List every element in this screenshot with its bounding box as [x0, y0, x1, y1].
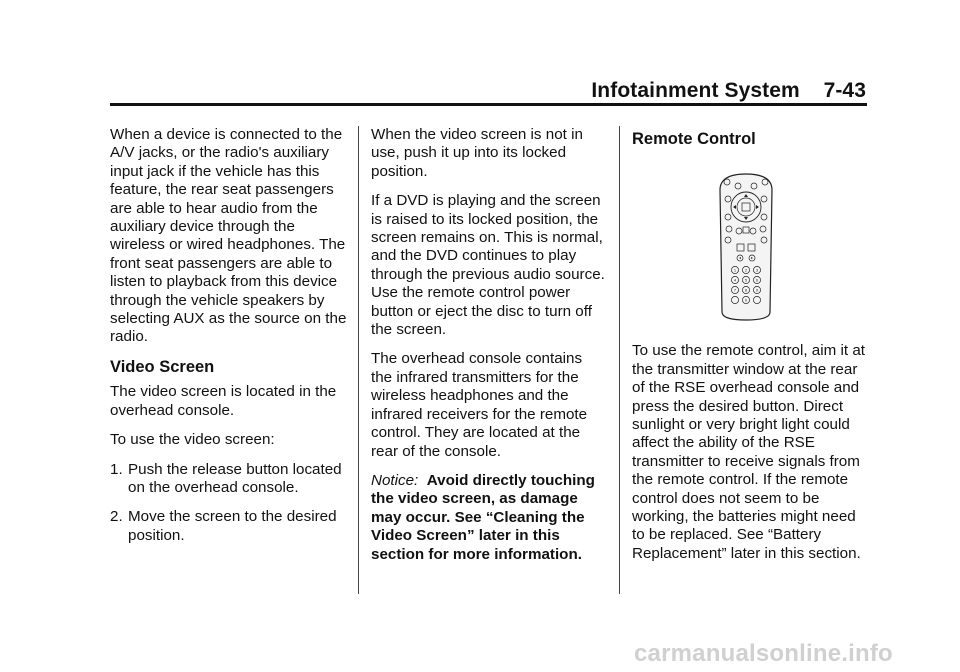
- step-text: Move the screen to the desired position.: [128, 508, 337, 544]
- locked-position-paragraph: When the video screen is not in use, push it up into its locked position.: [371, 126, 583, 180]
- step-2: [110, 508, 348, 545]
- dvd-playing-paragraph: If a DVD is playing and the screen is raised to its locked position, the screen remains on. This is normal, and the DVD continues to play through the previous audio source. Use the remote control power button or eject the disc to turn off the screen.: [371, 192, 605, 339]
- video-screen-usage-intro: To use the video screen:: [110, 431, 275, 449]
- step-number: 2.: [110, 508, 123, 526]
- overhead-console-paragraph: The overhead console contains the infrared transmitters for the wireless headphones and the infrared receivers for the remote control. They are located at the rear of the console.: [371, 350, 588, 460]
- keypad-label: 1: [733, 267, 737, 273]
- column-2: [371, 126, 607, 575]
- keypad-label: 3: [755, 267, 759, 273]
- keypad-label: 7: [733, 287, 737, 293]
- notice-text: Avoid directly touching the video screen, as damage may occur. See “Cleaning the Video Screen” later in this section for more information.: [371, 471, 595, 563]
- step-1: [110, 461, 348, 498]
- column-divider-2: [619, 126, 620, 594]
- keypad-label: 9: [755, 287, 759, 293]
- video-screen-heading: Video Screen: [110, 357, 215, 376]
- remote-control-heading: Remote Control: [632, 130, 756, 148]
- section-title: Infotainment System: [591, 79, 800, 102]
- watermark: carmanualsonline.info: [634, 640, 893, 667]
- header-rule: [110, 103, 867, 106]
- aux-intro-paragraph: When a device is connected to the A/V jacks, or the radio's auxiliary input jack if the vehicle has this feature, the rear seat passengers are able to hear audio from the auxiliary device through the wireless or wired headphones. The front seat passengers are able to listen to playback from this device through the vehicle speakers by selecting AUX as the source on the radio.: [110, 126, 347, 346]
- remote-control-illustration: [714, 172, 778, 322]
- keypad-label: 2: [744, 267, 748, 273]
- page-number: 7-43: [823, 79, 866, 102]
- column-3: [632, 126, 868, 574]
- remote-usage-paragraph: To use the remote control, aim it at the transmitter window at the rear of the RSE overhead console and press the desired button. Direct sunlight or very bright light could affect the ability of the RSE transmitter to receive signals from the remote control. If the remote control does not seem to be working, the batteries might need to be replaced. See “Battery Replacement” later in this section.: [632, 342, 865, 562]
- column-divider-1: [358, 126, 359, 594]
- step-number: 1.: [110, 460, 123, 478]
- step-text: Push the release button located on the overhead console.: [128, 460, 342, 496]
- keypad-label: 4: [733, 277, 737, 283]
- keypad-label: 0: [744, 297, 748, 303]
- video-screen-location: The video screen is located in the overhead console.: [110, 383, 337, 419]
- keypad-label: 6: [755, 277, 759, 283]
- keypad-label: 8: [744, 287, 748, 293]
- keypad-label: 5: [744, 277, 748, 283]
- notice-label: Notice:: [371, 471, 419, 489]
- notice-paragraph: [371, 472, 607, 564]
- page-header: [591, 79, 866, 103]
- column-1: [110, 126, 348, 556]
